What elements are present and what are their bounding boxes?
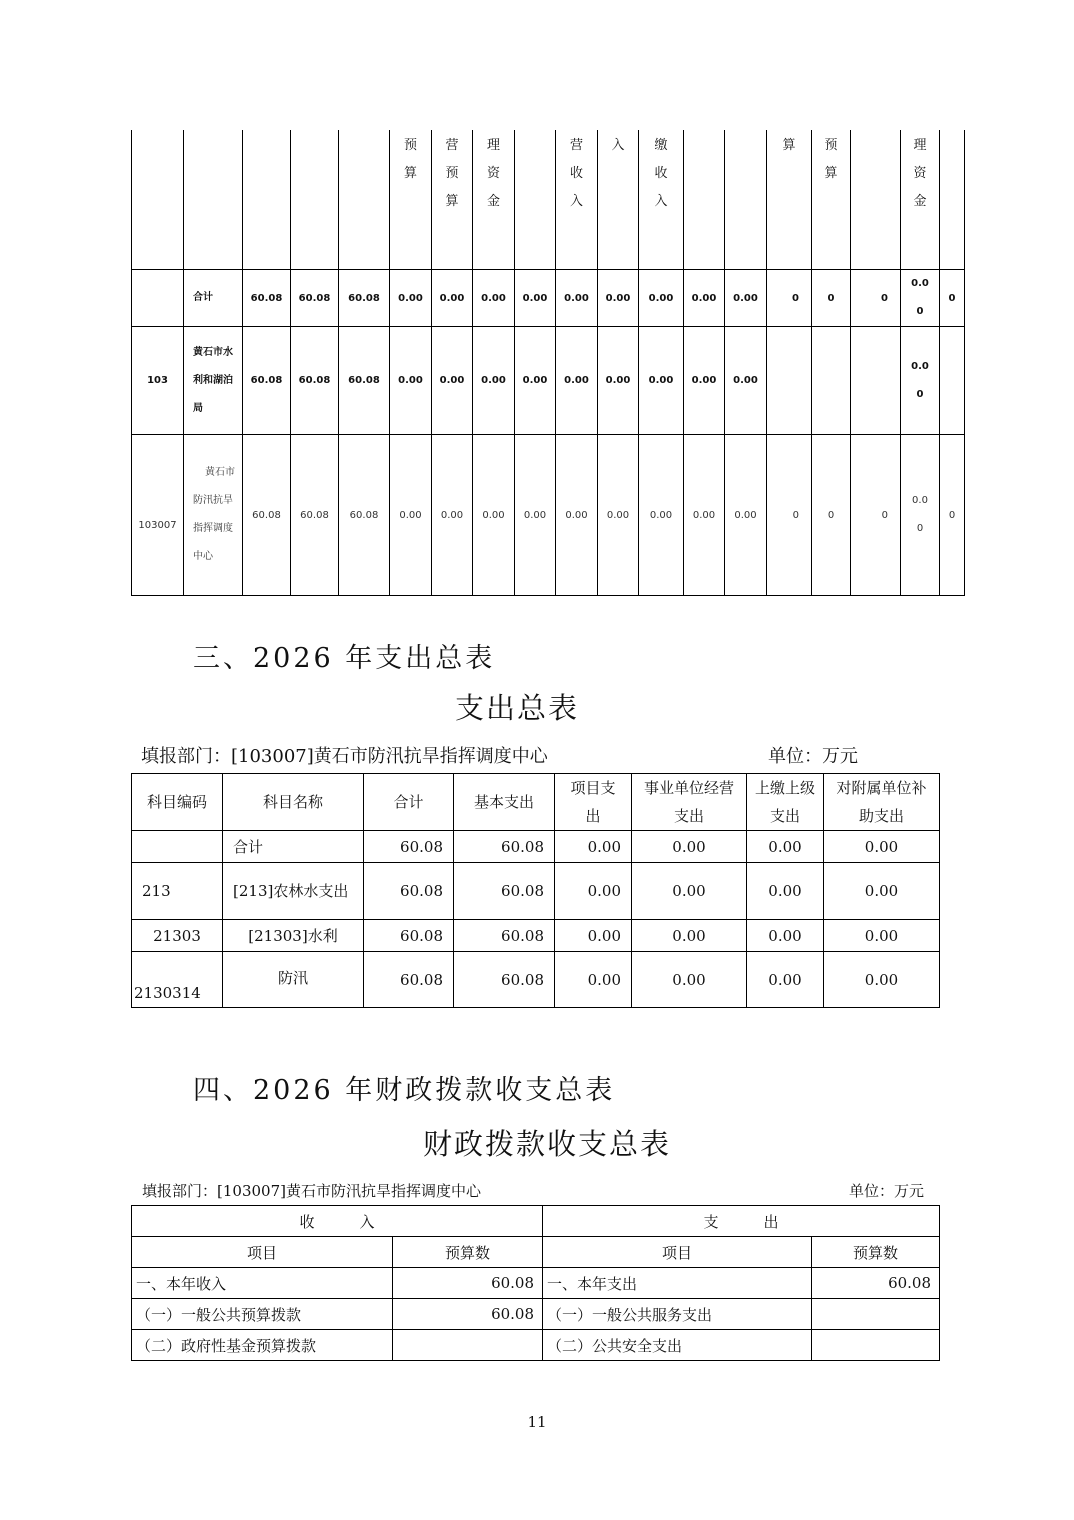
code-cell: 103007	[132, 435, 184, 596]
value-cell: 0.00	[725, 435, 767, 596]
value-cell: 0.00	[684, 270, 725, 327]
value-cell: 0.00	[556, 435, 598, 596]
value-cell: 0.00	[747, 952, 824, 1008]
unit-label: 单位：万元	[849, 1182, 925, 1200]
income-value-cell: 60.08	[393, 1299, 543, 1330]
value-cell: 0.00	[747, 831, 824, 863]
name-cell: [21303]水利	[223, 920, 364, 952]
value-cell: 0.00	[632, 920, 747, 952]
value-cell: 0.00	[432, 435, 473, 596]
header-cell: 缴收入	[639, 130, 684, 270]
code-cell	[132, 270, 184, 327]
header-cell	[515, 130, 556, 270]
value-cell: 0.00	[515, 270, 556, 327]
column-header: 项目	[132, 1237, 393, 1268]
section-heading: 三、2026 年支出总表	[193, 643, 496, 674]
value-cell: 0	[940, 435, 965, 596]
column-header: 对附属单位补助支出	[824, 774, 940, 831]
value-cell: 0.00	[598, 327, 639, 435]
income-value-cell: 60.08	[393, 1268, 543, 1299]
value-cell: 60.08	[291, 270, 339, 327]
value-cell: 0.00	[639, 270, 684, 327]
value-cell: 60.08	[364, 863, 454, 920]
value-cell: 0.00	[390, 435, 432, 596]
header-cell: 预算	[390, 130, 432, 270]
column-header: 基本支出	[454, 774, 555, 831]
value-cell: 0.00	[390, 270, 432, 327]
header-cell	[132, 130, 184, 270]
value-cell: 0.00	[747, 920, 824, 952]
department-label: 填报部门：[103007]黄石市防汛抗旱指挥调度中心	[141, 746, 548, 767]
value-cell: 60.08	[454, 863, 555, 920]
value-cell: 0.00	[432, 270, 473, 327]
header-cell	[684, 130, 725, 270]
expense-item-cell: 一、本年支出	[543, 1268, 812, 1299]
value-cell: 0.00	[473, 270, 515, 327]
table-row	[132, 1330, 940, 1361]
value-cell: 0.00	[901, 270, 940, 327]
column-header: 上缴上级支出	[747, 774, 824, 831]
income-item-cell: （一）一般公共预算拨款	[132, 1299, 393, 1330]
value-cell: 0.00	[556, 270, 598, 327]
page-number: 11	[527, 1413, 547, 1431]
income-group-header: 收 入	[132, 1206, 543, 1237]
value-cell: 0.00	[639, 435, 684, 596]
expense-value-cell: 60.08	[812, 1268, 940, 1299]
table-row	[132, 952, 940, 1008]
value-cell: 0.00	[632, 863, 747, 920]
value-cell: 60.08	[364, 831, 454, 863]
header-cell	[339, 130, 390, 270]
value-cell: 60.08	[291, 435, 339, 596]
table-title: 支出总表	[454, 691, 579, 725]
table-group-header-row	[132, 1206, 940, 1237]
header-cell: 理资金	[473, 130, 515, 270]
column-header: 预算数	[393, 1237, 543, 1268]
income-item-cell: （二）政府性基金预算拨款	[132, 1330, 393, 1361]
header-cell: 入	[598, 130, 639, 270]
value-cell	[767, 327, 812, 435]
value-cell: 0.00	[473, 327, 515, 435]
value-cell: 0.00	[901, 435, 940, 596]
value-cell: 0	[767, 270, 812, 327]
value-cell: 0	[851, 270, 901, 327]
table-header-row	[132, 774, 940, 831]
table-header-row	[132, 130, 965, 270]
header-cell: 营收入	[556, 130, 598, 270]
value-cell: 0.00	[432, 327, 473, 435]
value-cell	[812, 327, 851, 435]
value-cell: 0.00	[747, 863, 824, 920]
table-row	[132, 1268, 940, 1299]
header-cell: 理资金	[901, 130, 940, 270]
value-cell: 0.00	[555, 863, 632, 920]
table-title: 财政拨款收支总表	[423, 1127, 672, 1161]
value-cell: 0.00	[824, 863, 940, 920]
header-cell	[291, 130, 339, 270]
name-cell: 合计	[184, 270, 243, 327]
income-summary-table-continued	[131, 130, 965, 596]
column-header: 项目支出	[555, 774, 632, 831]
column-header: 项目	[543, 1237, 812, 1268]
expense-item-cell: （一）一般公共服务支出	[543, 1299, 812, 1330]
income-value-cell	[393, 1330, 543, 1361]
code-cell	[132, 831, 223, 863]
table-row	[132, 831, 940, 863]
header-cell	[184, 130, 243, 270]
value-cell: 60.08	[243, 435, 291, 596]
code-cell: 21303	[132, 920, 223, 952]
value-cell: 0	[767, 435, 812, 596]
expense-group-header: 支 出	[543, 1206, 940, 1237]
value-cell: 0.00	[390, 327, 432, 435]
value-cell: 60.08	[339, 270, 390, 327]
column-header: 事业单位经营支出	[632, 774, 747, 831]
name-cell: 防汛	[223, 952, 364, 1008]
value-cell: 0.00	[824, 952, 940, 1008]
value-cell: 0.00	[725, 270, 767, 327]
value-cell: 60.08	[291, 327, 339, 435]
column-header: 科目编码	[132, 774, 223, 831]
value-cell: 0.00	[725, 327, 767, 435]
value-cell	[851, 327, 901, 435]
header-cell: 营预算	[432, 130, 473, 270]
table-row	[132, 327, 965, 435]
value-cell: 0.00	[632, 831, 747, 863]
value-cell: 0.00	[824, 920, 940, 952]
expense-value-cell	[812, 1299, 940, 1330]
value-cell: 0.00	[515, 327, 556, 435]
code-cell: 2130314	[132, 952, 223, 1008]
column-header: 科目名称	[223, 774, 364, 831]
expense-item-cell: （二）公共安全支出	[543, 1330, 812, 1361]
header-cell: 算	[767, 130, 812, 270]
value-cell: 60.08	[243, 270, 291, 327]
value-cell: 0	[812, 435, 851, 596]
name-cell: 合计	[223, 831, 364, 863]
value-cell: 0.00	[473, 435, 515, 596]
expense-value-cell	[812, 1330, 940, 1361]
value-cell: 60.08	[454, 920, 555, 952]
value-cell	[940, 327, 965, 435]
expenditure-summary-table	[131, 773, 940, 1008]
name-cell: [213]农林水支出	[223, 863, 364, 920]
value-cell: 0.00	[555, 831, 632, 863]
name-cell: 黄石市水利和湖泊局	[184, 327, 243, 435]
value-cell: 60.08	[454, 952, 555, 1008]
value-cell: 60.08	[339, 327, 390, 435]
value-cell: 0.00	[555, 952, 632, 1008]
table-row	[132, 270, 965, 327]
header-cell	[940, 130, 965, 270]
income-item-cell: 一、本年收入	[132, 1268, 393, 1299]
unit-label: 单位：万元	[768, 746, 858, 767]
name-cell: 黄石市防汛抗旱指挥调度中心	[184, 435, 243, 596]
value-cell: 0.00	[598, 270, 639, 327]
table-row	[132, 1299, 940, 1330]
code-cell: 103	[132, 327, 184, 435]
value-cell: 60.08	[243, 327, 291, 435]
table-row	[132, 920, 940, 952]
value-cell: 0.00	[684, 435, 725, 596]
value-cell: 0.00	[556, 327, 598, 435]
value-cell: 0.00	[555, 920, 632, 952]
value-cell: 0	[851, 435, 901, 596]
header-cell	[851, 130, 901, 270]
value-cell: 0	[812, 270, 851, 327]
value-cell: 0.00	[824, 831, 940, 863]
section-heading: 四、2026 年财政拨款收支总表	[193, 1075, 616, 1106]
table-row	[132, 435, 965, 596]
value-cell: 0.00	[515, 435, 556, 596]
value-cell: 0	[940, 270, 965, 327]
header-cell	[725, 130, 767, 270]
header-cell	[243, 130, 291, 270]
value-cell: 60.08	[364, 920, 454, 952]
column-header: 合计	[364, 774, 454, 831]
value-cell: 60.08	[364, 952, 454, 1008]
table-header-row	[132, 1237, 940, 1268]
value-cell: 0.00	[639, 327, 684, 435]
code-cell: 213	[132, 863, 223, 920]
value-cell: 0.00	[632, 952, 747, 1008]
column-header: 预算数	[812, 1237, 940, 1268]
value-cell: 60.08	[339, 435, 390, 596]
value-cell: 60.08	[454, 831, 555, 863]
table-row	[132, 863, 940, 920]
department-label: 填报部门：[103007]黄石市防汛抗旱指挥调度中心	[142, 1182, 481, 1200]
value-cell: 0.00	[901, 327, 940, 435]
value-cell: 0.00	[598, 435, 639, 596]
fiscal-appropriation-table	[131, 1205, 940, 1361]
value-cell: 0.00	[684, 327, 725, 435]
header-cell: 预算	[812, 130, 851, 270]
